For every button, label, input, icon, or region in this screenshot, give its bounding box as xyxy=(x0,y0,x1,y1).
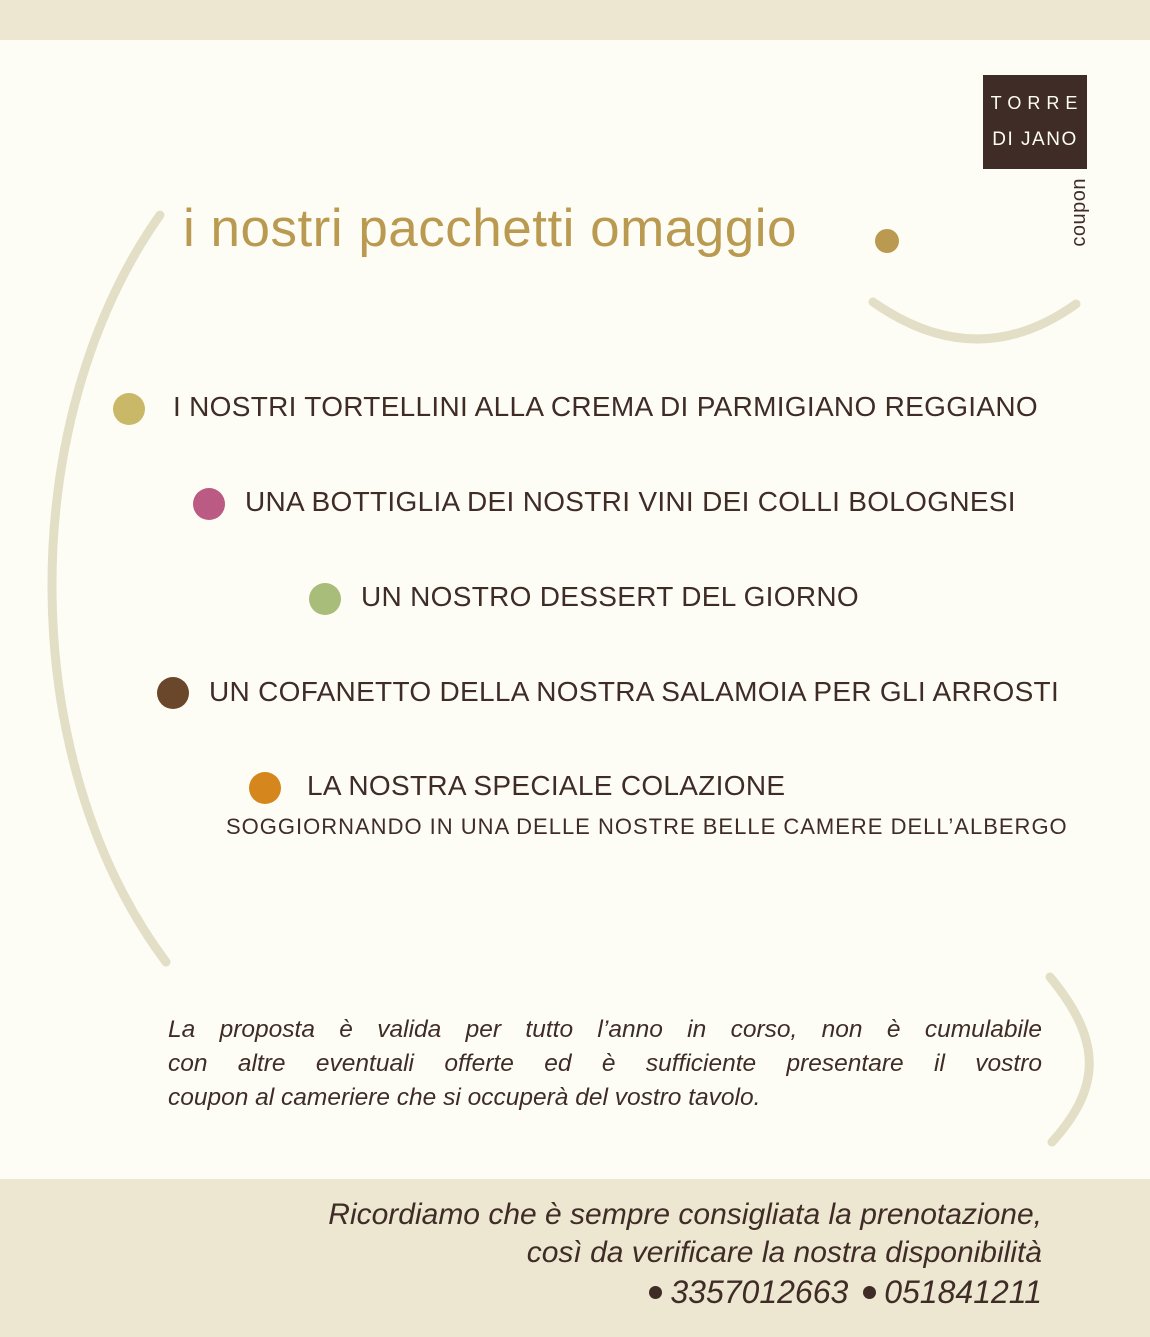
bullet-dot xyxy=(863,1286,876,1299)
bullet-dot xyxy=(649,1286,662,1299)
page-title: i nostri pacchetti omaggio xyxy=(183,199,797,258)
gift-note: SOGGIORNANDO IN UNA DELLE NOSTRE BELLE CAMERE DELL’ALBERGO xyxy=(226,814,1068,839)
phone-numbers xyxy=(643,1274,1042,1311)
brand-logo xyxy=(983,75,1087,169)
phone-mobile: 3357012663 xyxy=(670,1274,849,1310)
brand-line-2: DI JANO xyxy=(992,129,1078,150)
offer-terms xyxy=(168,1013,1042,1115)
gift-label-salamoia: UN COFANETTO DELLA NOSTRA SALAMOIA PER GLI ARROSTI xyxy=(209,676,1060,707)
terms-line-1: La proposta è valida per tutto l’anno in corso, non è cumulabile xyxy=(168,1016,1042,1043)
right-arc xyxy=(1050,977,1089,1142)
reservation-line-2: così da verificare la nostra disponibilità xyxy=(526,1236,1042,1269)
coupon-label: coupon xyxy=(1068,178,1090,247)
gift-label-tortellini: I NOSTRI TORTELLINI ALLA CREMA DI PARMIGIANO REGGIANO xyxy=(173,391,1038,422)
title-underline-arc xyxy=(873,302,1076,339)
left-arc xyxy=(52,215,166,962)
reservation-note xyxy=(328,1196,1042,1272)
reservation-line-1: Ricordiamo che è sempre consigliata la prenotazione, xyxy=(328,1198,1042,1231)
gift-dot-tortellini xyxy=(113,393,145,425)
gift-label-wine: UNA BOTTIGLIA DEI NOSTRI VINI DEI COLLI BOLOGNESI xyxy=(245,486,1016,517)
phone-landline: 051841211 xyxy=(884,1274,1042,1310)
title-dot xyxy=(875,229,899,253)
terms-line-3: coupon al cameriere che si occuperà del vostro tavolo. xyxy=(168,1084,761,1111)
gift-label-colazione: LA NOSTRA SPECIALE COLAZIONE xyxy=(307,770,786,801)
gift-dot-salamoia xyxy=(157,677,189,709)
gift-dot-colazione xyxy=(249,772,281,804)
brand-line-1: TORRE xyxy=(990,93,1084,113)
gift-dot-dessert xyxy=(309,583,341,615)
gift-label-dessert: UN NOSTRO DESSERT DEL GIORNO xyxy=(361,581,859,612)
gift-dot-wine xyxy=(193,488,225,520)
terms-line-2: con altre eventuali offerte ed è sufficiente presentare il vostro xyxy=(168,1050,1042,1077)
